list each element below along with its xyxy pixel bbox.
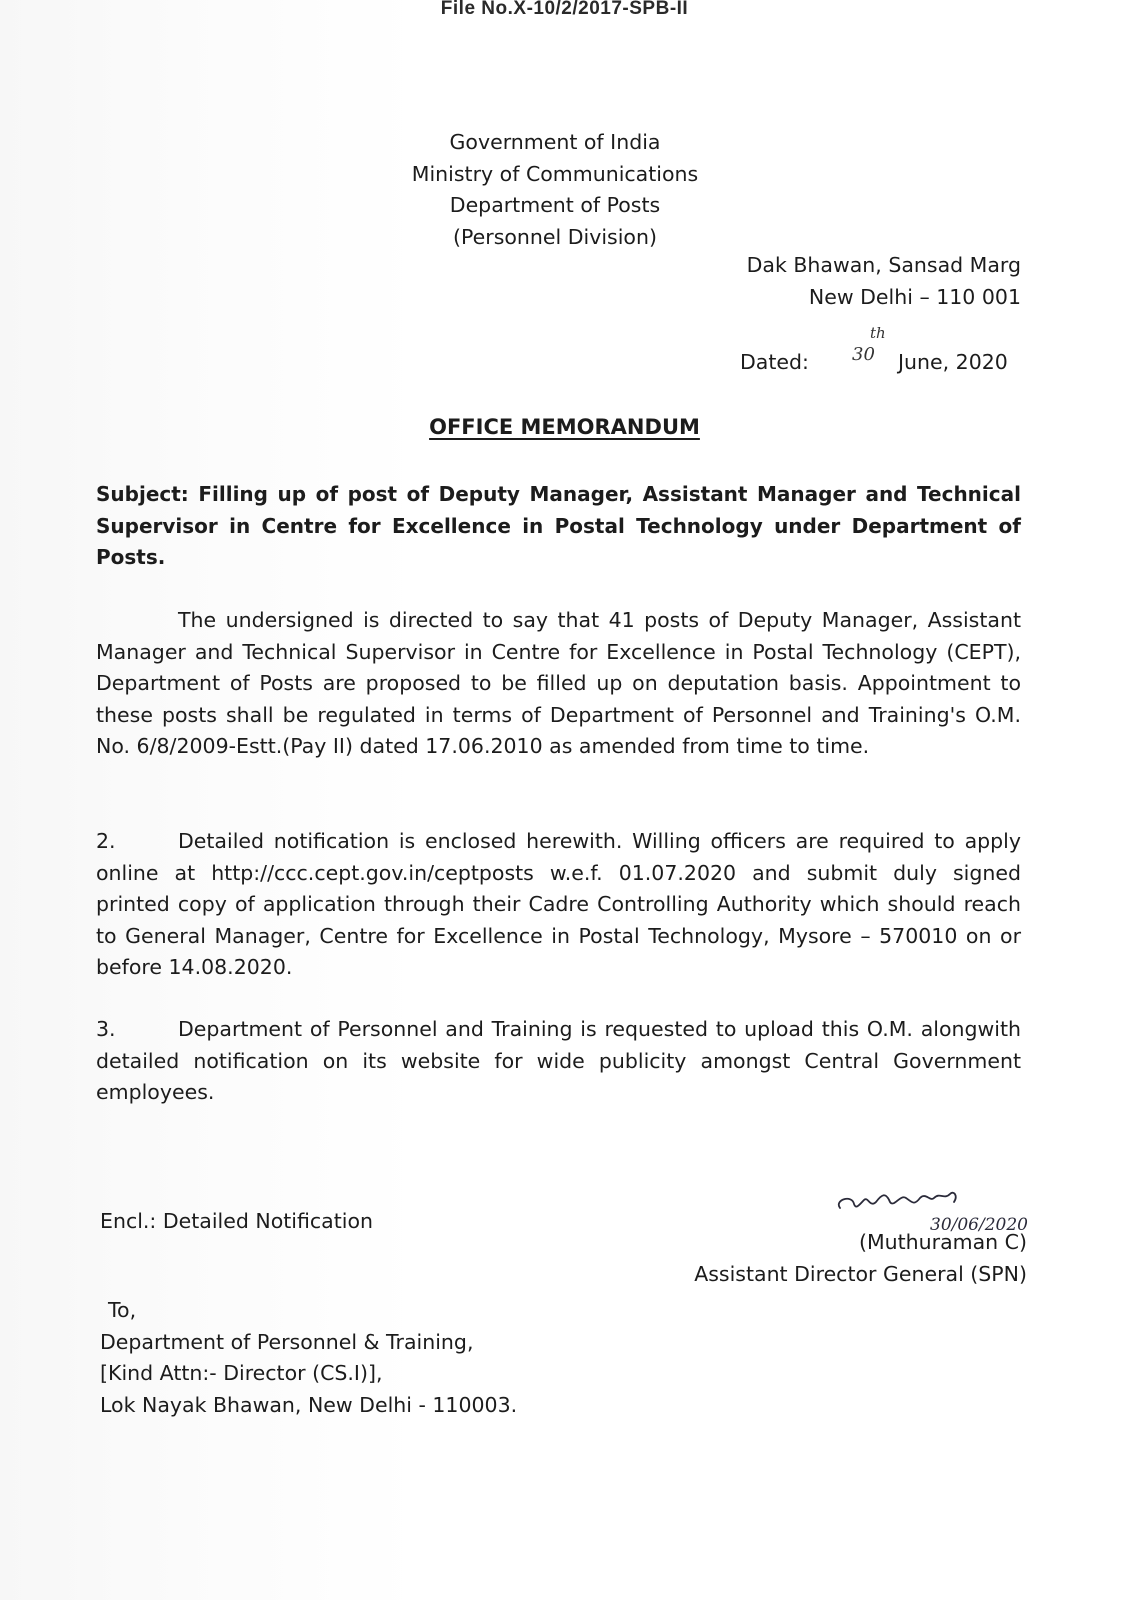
recipient-line-1: Department of Personnel & Training,: [100, 1329, 474, 1354]
paragraph-3-number: 3.: [96, 1017, 116, 1041]
signatory-name: (Muthuraman C): [858, 1230, 1027, 1254]
recipient-block: [100, 1295, 517, 1421]
paragraph-3: [96, 1014, 1021, 1109]
recipient-line-3: Lok Nayak Bhawan, New Delhi - 110003.: [100, 1392, 518, 1417]
header-line-division: (Personnel Division): [453, 224, 657, 249]
subject-line: Subject: Filling up of post of Deputy Manager, Assistant Manager and Technical Supervisor in Centre for Excellence in Postal Technology under Department of Posts.: [96, 482, 1021, 569]
address-line-2: New Delhi – 110 001: [808, 284, 1021, 309]
paragraph-2-text: Detailed notification is enclosed herewith. Willing officers are required to apply online at http://ccc.cept.gov.in/ceptposts w.e.f. 01.07.2020 and submit duly signed printed copy of application through their Cadre Controlling Authority which should reach to General Manager, Centre for Excellence in Postal Technology, Mysore – 570010 on or before 14.08.2020.: [96, 829, 1021, 979]
header-line-ministry: Ministry of Communications: [411, 161, 699, 186]
signature-date: 30/06/2020: [930, 1215, 1028, 1235]
paragraph-1: The undersigned is directed to say that 41 posts of Deputy Manager, Assistant Manager and Technical Supervisor in Centre for Excellence in Postal Technology (CEPT), Department of Posts are proposed to be filled up on deputation basis. Appointment to these posts shall be regulated in terms of Department of Personnel and Training's O.M. No. 6/8/2009-Estt.(Pay II) dated 17.06.2010 as amended from time to time.: [96, 608, 1021, 758]
signatory-designation: Assistant Director General (SPN): [694, 1262, 1027, 1286]
paragraph-3-text: Department of Personnel and Training is requested to upload this O.M. alongwith detailed notification on its website for wide publicity amongst Central Government employees.: [96, 1017, 1021, 1104]
date-day-suffix-handwritten: th: [870, 324, 886, 342]
enclosure-note: Encl.: Detailed Notification: [100, 1209, 374, 1233]
paragraph-2: [96, 826, 1021, 984]
address-line-1: Dak Bhawan, Sansad Marg: [746, 253, 1021, 277]
issuing-authority: [390, 127, 720, 253]
paragraph-2-number: 2.: [96, 829, 116, 853]
date-label: Dated:: [740, 350, 809, 374]
office-address: [600, 250, 1021, 313]
file-number: File No.X-10/2/2017-SPB-II: [440, 0, 689, 19]
recipient-line-2: [Kind Attn:- Director (CS.I)],: [100, 1361, 383, 1385]
recipient-heading: To,: [108, 1298, 137, 1322]
header-line-department: Department of Posts: [449, 193, 661, 217]
date-month-year: June, 2020: [898, 350, 1008, 374]
header-line-government: Government of India: [449, 130, 661, 154]
date-day-handwritten: 30: [852, 344, 875, 365]
memo-title: OFFICE MEMORANDUM: [429, 415, 700, 439]
